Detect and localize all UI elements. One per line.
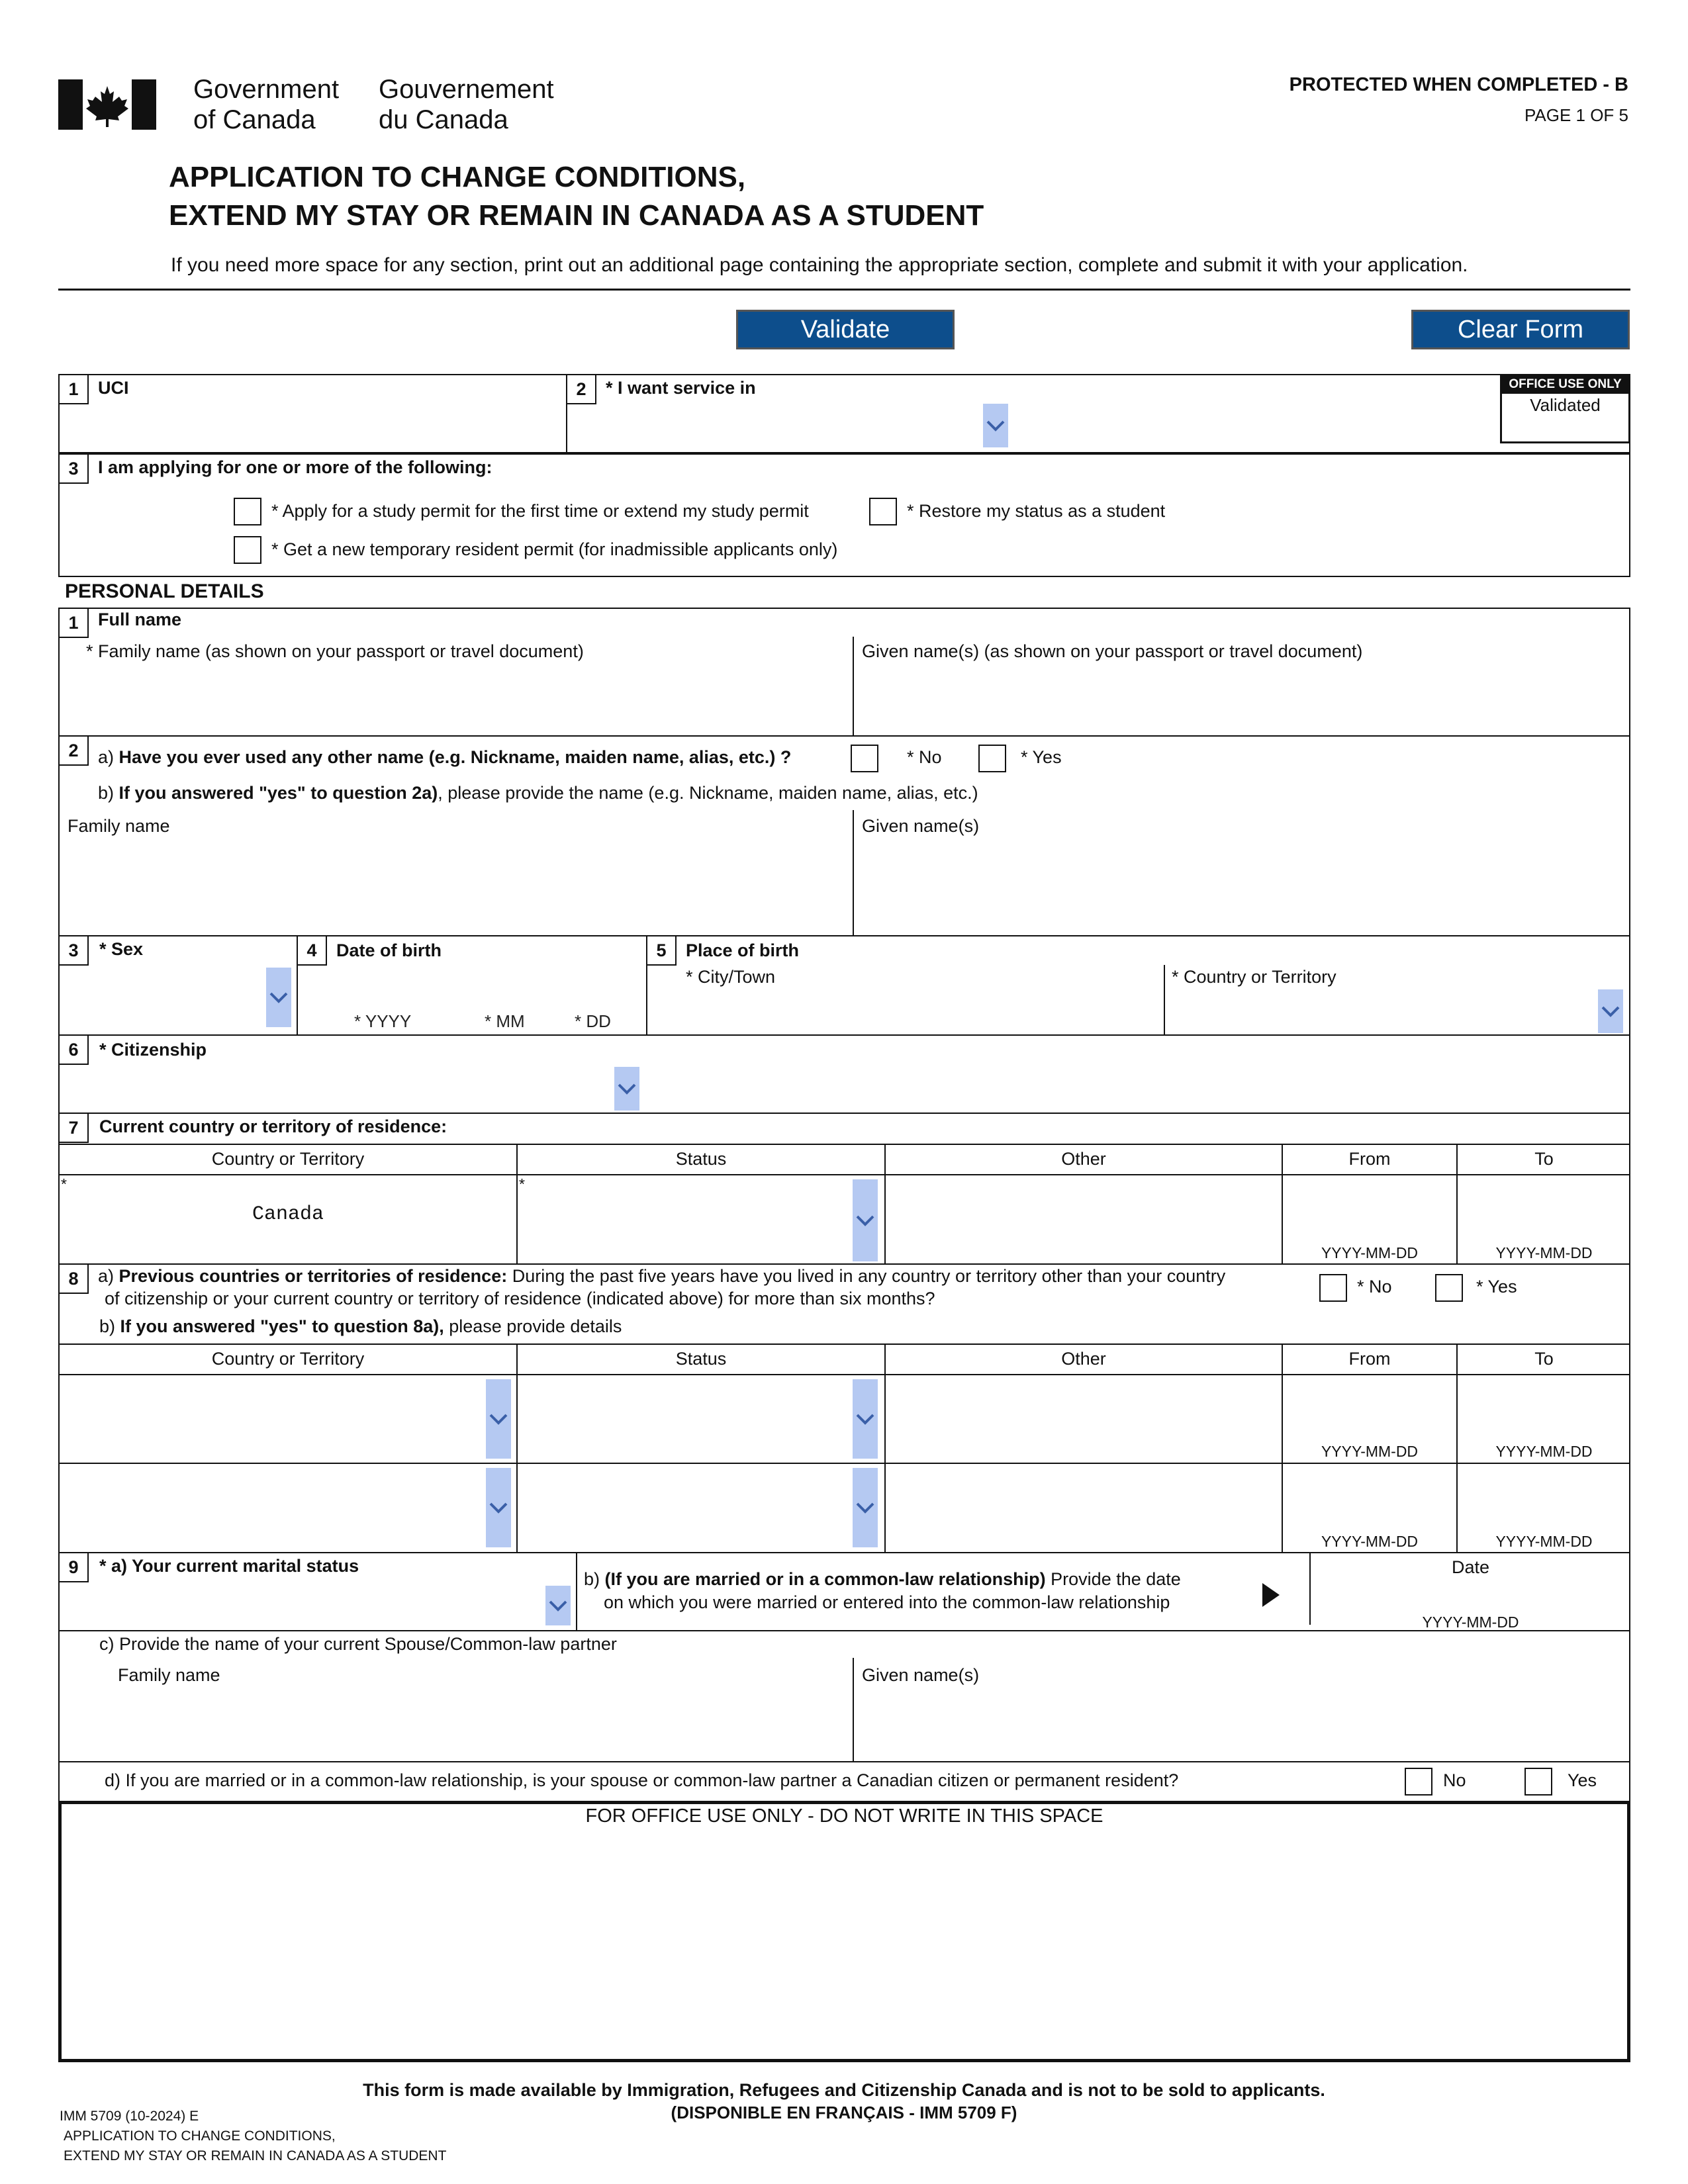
applying-label: I am applying for one or more of the following:: [98, 457, 492, 477]
residence-col-other: Other: [1061, 1149, 1106, 1169]
prev-residence-yes-label: * Yes: [1476, 1277, 1517, 1297]
residence-col-from: From: [1348, 1149, 1391, 1169]
spouse-status-yes-label: Yes: [1568, 1770, 1597, 1790]
prev-from-format[interactable]: YYYY-MM-DD: [1321, 1533, 1419, 1550]
citizenship-section: [58, 1034, 1630, 1114]
q1-number: 1: [60, 375, 89, 404]
pob-label: Place of birth: [686, 940, 800, 960]
spouse-name-label: c) Provide the name of your current Spouse/Common-law partner: [99, 1634, 617, 1654]
spouse-given-name-input[interactable]: [855, 1688, 1628, 1759]
office-use-label: FOR OFFICE USE ONLY - DO NOT WRITE IN THIS SPACE: [585, 1805, 1103, 1827]
office-use-area: [58, 1801, 1630, 2062]
spouse-given-name-label: Given name(s): [862, 1665, 980, 1685]
pob-city-label: * City/Town: [686, 967, 776, 987]
prev-residence-no-label: * No: [1357, 1277, 1392, 1297]
q3-number: 3: [60, 455, 89, 484]
marriage-date-label: Date: [1451, 1557, 1490, 1577]
marital-dropdown-chevron-icon[interactable]: [545, 1586, 571, 1625]
prev-col-status: Status: [675, 1349, 727, 1369]
prev-col-country: Country or Territory: [211, 1349, 365, 1369]
required-star: *: [61, 1175, 67, 1193]
dob-dd-label: * DD: [575, 1011, 611, 1031]
residence-status-dropdown-chevron-icon[interactable]: [853, 1179, 878, 1261]
q2-number: 2: [567, 375, 596, 404]
other-name-yes-checkbox[interactable]: [978, 745, 1006, 772]
prev-residence-question-line2: of citizenship or your current country or territory of residence (indicated above) for more than six months?: [105, 1289, 935, 1308]
citizenship-number: 6: [60, 1036, 89, 1065]
residence-label: Current country or territory of residence:: [99, 1116, 447, 1136]
dob-number: 4: [298, 936, 327, 966]
other-name-no-label: * No: [907, 747, 942, 767]
arrow-right-icon: [1261, 1582, 1281, 1608]
prev-country-dropdown-chevron-icon[interactable]: [486, 1379, 511, 1459]
prev-from-format[interactable]: YYYY-MM-DD: [1321, 1443, 1419, 1460]
pob-country-dropdown-chevron-icon[interactable]: [1598, 989, 1623, 1033]
sex-number: 3: [60, 936, 89, 966]
dob-label: Date of birth: [336, 940, 442, 960]
prev-to-format[interactable]: YYYY-MM-DD: [1495, 1533, 1593, 1550]
study-permit-label: * Apply for a study permit for the first time or extend my study permit: [271, 501, 809, 521]
uci-input[interactable]: [61, 407, 564, 451]
residence-country-value[interactable]: Canada: [252, 1203, 324, 1226]
footer-title2: EXTEND MY STAY OR REMAIN IN CANADA AS A STUDENT: [64, 2148, 447, 2163]
other-family-name-label: Family name: [68, 816, 170, 836]
restore-status-checkbox[interactable]: [869, 498, 897, 525]
spouse-status-no-label: No: [1443, 1770, 1466, 1790]
page-title-line1: APPLICATION TO CHANGE CONDITIONS,: [169, 161, 746, 193]
gov-fr-line1: Gouvernement: [379, 75, 554, 104]
prev-residence-details: b) If you answered "yes" to question 8a), please provide details: [99, 1316, 622, 1336]
given-name-input[interactable]: [855, 665, 1628, 734]
service-label: * I want service in: [606, 378, 756, 398]
trp-checkbox[interactable]: [234, 536, 261, 564]
prev-col-from: From: [1348, 1349, 1391, 1369]
dob-input[interactable]: [299, 968, 643, 1007]
citizenship-label: * Citizenship: [99, 1040, 207, 1060]
pd-q2-number: 2: [60, 737, 89, 766]
office-use-only-tag: OFFICE USE ONLY: [1501, 375, 1629, 394]
prev-col-other: Other: [1061, 1349, 1106, 1369]
protected-label: PROTECTED WHEN COMPLETED - B: [1289, 74, 1628, 95]
study-permit-checkbox[interactable]: [234, 498, 261, 525]
footer-availability: This form is made available by Immigration, Refugees and Citizenship Canada and is not to be sold to applicants.: [363, 2080, 1325, 2100]
canada-flag-icon: [58, 79, 156, 130]
prev-col-to: To: [1534, 1349, 1554, 1369]
citizenship-dropdown-chevron-icon[interactable]: [614, 1067, 639, 1111]
page-title-line2: EXTEND MY STAY OR REMAIN IN CANADA AS A STUDENT: [169, 199, 984, 232]
service-dropdown-chevron-icon[interactable]: [983, 404, 1008, 447]
marital-number: 9: [60, 1553, 89, 1582]
spouse-status-no-checkbox[interactable]: [1405, 1768, 1432, 1796]
family-name-input[interactable]: [61, 665, 850, 734]
given-name-label: Given name(s) (as shown on your passport or travel document): [862, 641, 1363, 661]
prev-country-dropdown-chevron-icon[interactable]: [486, 1468, 511, 1547]
pob-country-label: * Country or Territory: [1172, 967, 1336, 987]
prev-status-dropdown-chevron-icon[interactable]: [853, 1468, 878, 1547]
prev-residence-no-checkbox[interactable]: [1319, 1274, 1347, 1302]
validate-button[interactable]: Validate: [736, 310, 955, 349]
personal-details-heading: PERSONAL DETAILS: [65, 580, 264, 602]
gov-en-line2: of Canada: [193, 105, 316, 134]
spouse-family-name-label: Family name: [118, 1665, 220, 1685]
other-name-no-checkbox[interactable]: [851, 745, 878, 772]
trp-label: * Get a new temporary resident permit (for inadmissible applicants only): [271, 539, 838, 559]
residence-col-country: Country or Territory: [211, 1149, 365, 1169]
footer-title1: APPLICATION TO CHANGE CONDITIONS,: [64, 2128, 336, 2144]
other-given-name-label: Given name(s): [862, 816, 980, 836]
residence-from-format[interactable]: YYYY-MM-DD: [1321, 1244, 1419, 1261]
residence-other-input[interactable]: [887, 1177, 1280, 1263]
residence-col-to: To: [1534, 1149, 1554, 1169]
required-star: *: [519, 1175, 525, 1193]
spouse-family-name-input[interactable]: [61, 1688, 850, 1759]
prev-residence-number: 8: [60, 1265, 89, 1294]
spouse-status-yes-checkbox[interactable]: [1524, 1768, 1552, 1796]
other-given-name-input[interactable]: [855, 841, 1628, 933]
prev-residence-yes-checkbox[interactable]: [1435, 1274, 1463, 1302]
pd-q1-number: 1: [60, 609, 89, 638]
footer-french: (DISPONIBLE EN FRANÇAIS - IMM 5709 F): [671, 2103, 1017, 2122]
marriage-date-question: b) (If you are married or in a common-law relationship) Provide the date: [584, 1569, 1181, 1589]
sex-dropdown-chevron-icon[interactable]: [266, 968, 291, 1027]
other-family-name-input[interactable]: [61, 841, 850, 933]
marital-status-label: * a) Your current marital status: [99, 1556, 359, 1576]
instructions-note: If you need more space for any section, print out an additional page containing the appropriate section, complete and submit it with your application.: [171, 254, 1468, 276]
marriage-date-format[interactable]: YYYY-MM-DD: [1422, 1614, 1519, 1631]
gov-en-line1: Government: [193, 75, 340, 104]
other-name-details: b) If you answered "yes" to question 2a), please provide the name (e.g. Nickname, maiden name, alias, etc.): [98, 783, 978, 803]
marriage-date-question-line2: on which you were married or entered into the common-law relationship: [604, 1592, 1170, 1612]
prev-status-dropdown-chevron-icon[interactable]: [853, 1379, 878, 1459]
dob-mm-label: * MM: [485, 1011, 525, 1031]
prev-to-format[interactable]: YYYY-MM-DD: [1495, 1443, 1593, 1460]
pob-city-input[interactable]: [649, 989, 1161, 1033]
page-number: PAGE 1 OF 5: [1524, 105, 1628, 125]
residence-number: 7: [60, 1114, 89, 1143]
gov-fr-line2: du Canada: [379, 105, 508, 134]
dob-yyyy-label: * YYYY: [354, 1011, 412, 1031]
prev-residence-question: a) Previous countries or territories of residence: During the past five years have you lived in any country or territory other than your country: [98, 1266, 1226, 1286]
spouse-status-question: d) If you are married or in a common-law relationship, is your spouse or common-law partner a Canadian citizen or permanent resident?: [105, 1770, 1179, 1790]
other-name-question: a) Have you ever used any other name (e.g. Nickname, maiden name, alias, etc.) ?: [98, 747, 792, 767]
sex-label: * Sex: [99, 939, 144, 959]
clear-form-button[interactable]: Clear Form: [1411, 310, 1630, 349]
residence-col-status: Status: [675, 1149, 727, 1169]
full-name-label: Full name: [98, 610, 182, 629]
form-code: IMM 5709 (10-2024) E: [60, 2109, 199, 2124]
pob-number: 5: [647, 936, 677, 966]
family-name-label: * Family name (as shown on your passport or travel document): [86, 641, 584, 661]
residence-to-format[interactable]: YYYY-MM-DD: [1495, 1244, 1593, 1261]
validated-label: Validated: [1530, 395, 1601, 415]
other-name-yes-label: * Yes: [1021, 747, 1062, 767]
restore-status-label: * Restore my status as a student: [907, 501, 1166, 521]
uci-label: UCI: [98, 378, 129, 398]
